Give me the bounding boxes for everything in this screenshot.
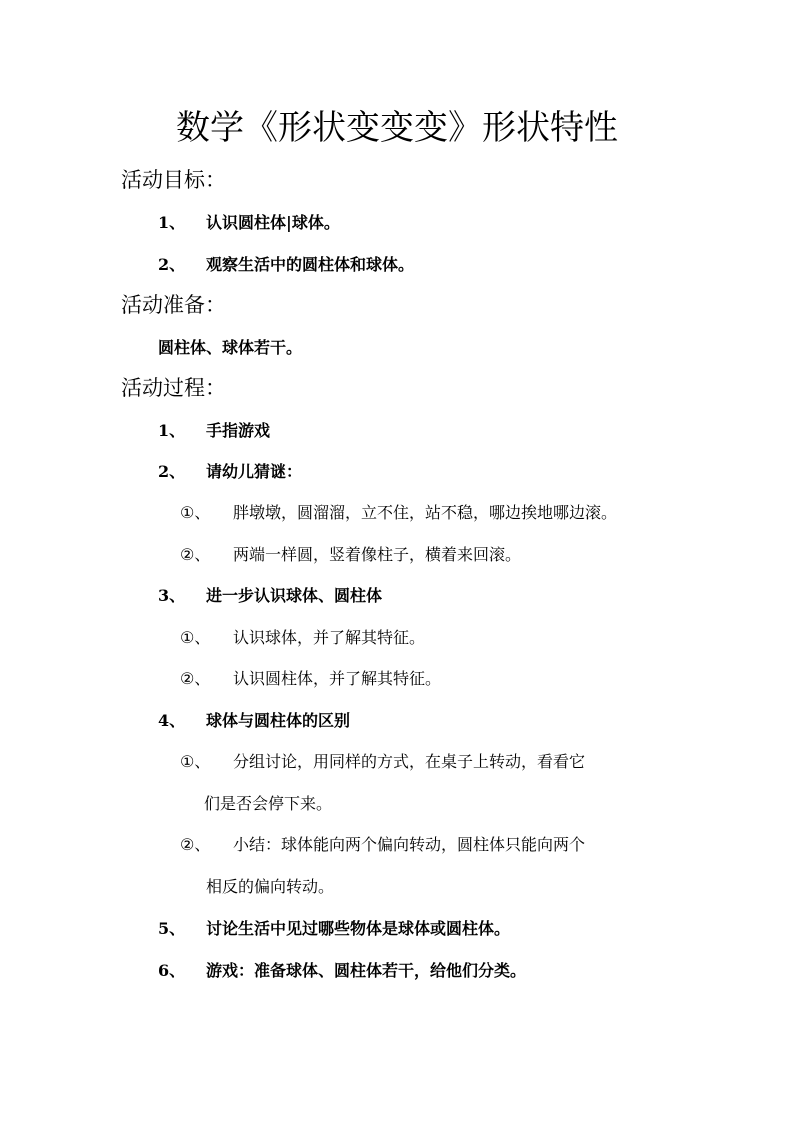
sub-item-text: 认识球体，并了解其特征。 bbox=[233, 628, 426, 647]
sub-item-text: 分组讨论，用同样的方式，在桌子上转动，看看它 bbox=[233, 752, 586, 771]
sub-item-marker: ①、 bbox=[180, 503, 211, 522]
step-text: 请幼儿猜谜： bbox=[206, 462, 303, 481]
goals-heading: 活动目标： bbox=[121, 168, 226, 192]
sub-item-marker: ①、 bbox=[180, 628, 211, 647]
step-number: 5、 bbox=[158, 919, 186, 938]
sub-item-continuation: 相反的偏向转动。 bbox=[206, 877, 335, 896]
goal-text: 观察生活中的圆柱体和球体。 bbox=[206, 255, 415, 274]
goal-number: 2、 bbox=[158, 255, 186, 274]
step-number: 2、 bbox=[158, 462, 186, 481]
step-text: 球体与圆柱体的区别 bbox=[206, 711, 351, 730]
goal-text: 认识圆柱体|球体。 bbox=[206, 213, 340, 232]
sub-item-continuation: 们是否会停下来。 bbox=[204, 794, 333, 813]
step-text: 手指游戏 bbox=[206, 421, 271, 440]
step-number: 1、 bbox=[158, 421, 186, 440]
sub-item-text: 两端一样圆，竖着像柱子，横着来回滚。 bbox=[233, 545, 522, 564]
page-title: 数学《形状变变变》形状特性 bbox=[176, 108, 618, 148]
sub-item-text: 认识圆柱体，并了解其特征。 bbox=[233, 669, 442, 688]
step-text: 游戏：准备球体、圆柱体若干，给他们分类。 bbox=[206, 961, 527, 980]
sub-item-marker: ①、 bbox=[180, 752, 211, 771]
goal-number: 1、 bbox=[158, 213, 186, 232]
step-text: 进一步认识球体、圆柱体 bbox=[206, 586, 383, 605]
sub-item-text: 小结：球体能向两个偏向转动，圆柱体只能向两个 bbox=[233, 835, 586, 854]
step-text: 讨论生活中见过哪些物体是球体或圆柱体。 bbox=[206, 919, 511, 938]
sub-item-text: 胖墩墩，圆溜溜，立不住，站不稳，哪边挨地哪边滚。 bbox=[233, 503, 618, 522]
sub-item-marker: ②、 bbox=[180, 545, 211, 564]
step-number: 4、 bbox=[158, 711, 186, 730]
prep-heading: 活动准备： bbox=[121, 293, 226, 317]
process-heading: 活动过程： bbox=[121, 376, 226, 400]
step-number: 6、 bbox=[158, 961, 186, 980]
prep-text: 圆柱体、球体若干。 bbox=[158, 338, 303, 357]
sub-item-marker: ②、 bbox=[180, 835, 211, 854]
step-number: 3、 bbox=[158, 586, 186, 605]
sub-item-marker: ②、 bbox=[180, 669, 211, 688]
